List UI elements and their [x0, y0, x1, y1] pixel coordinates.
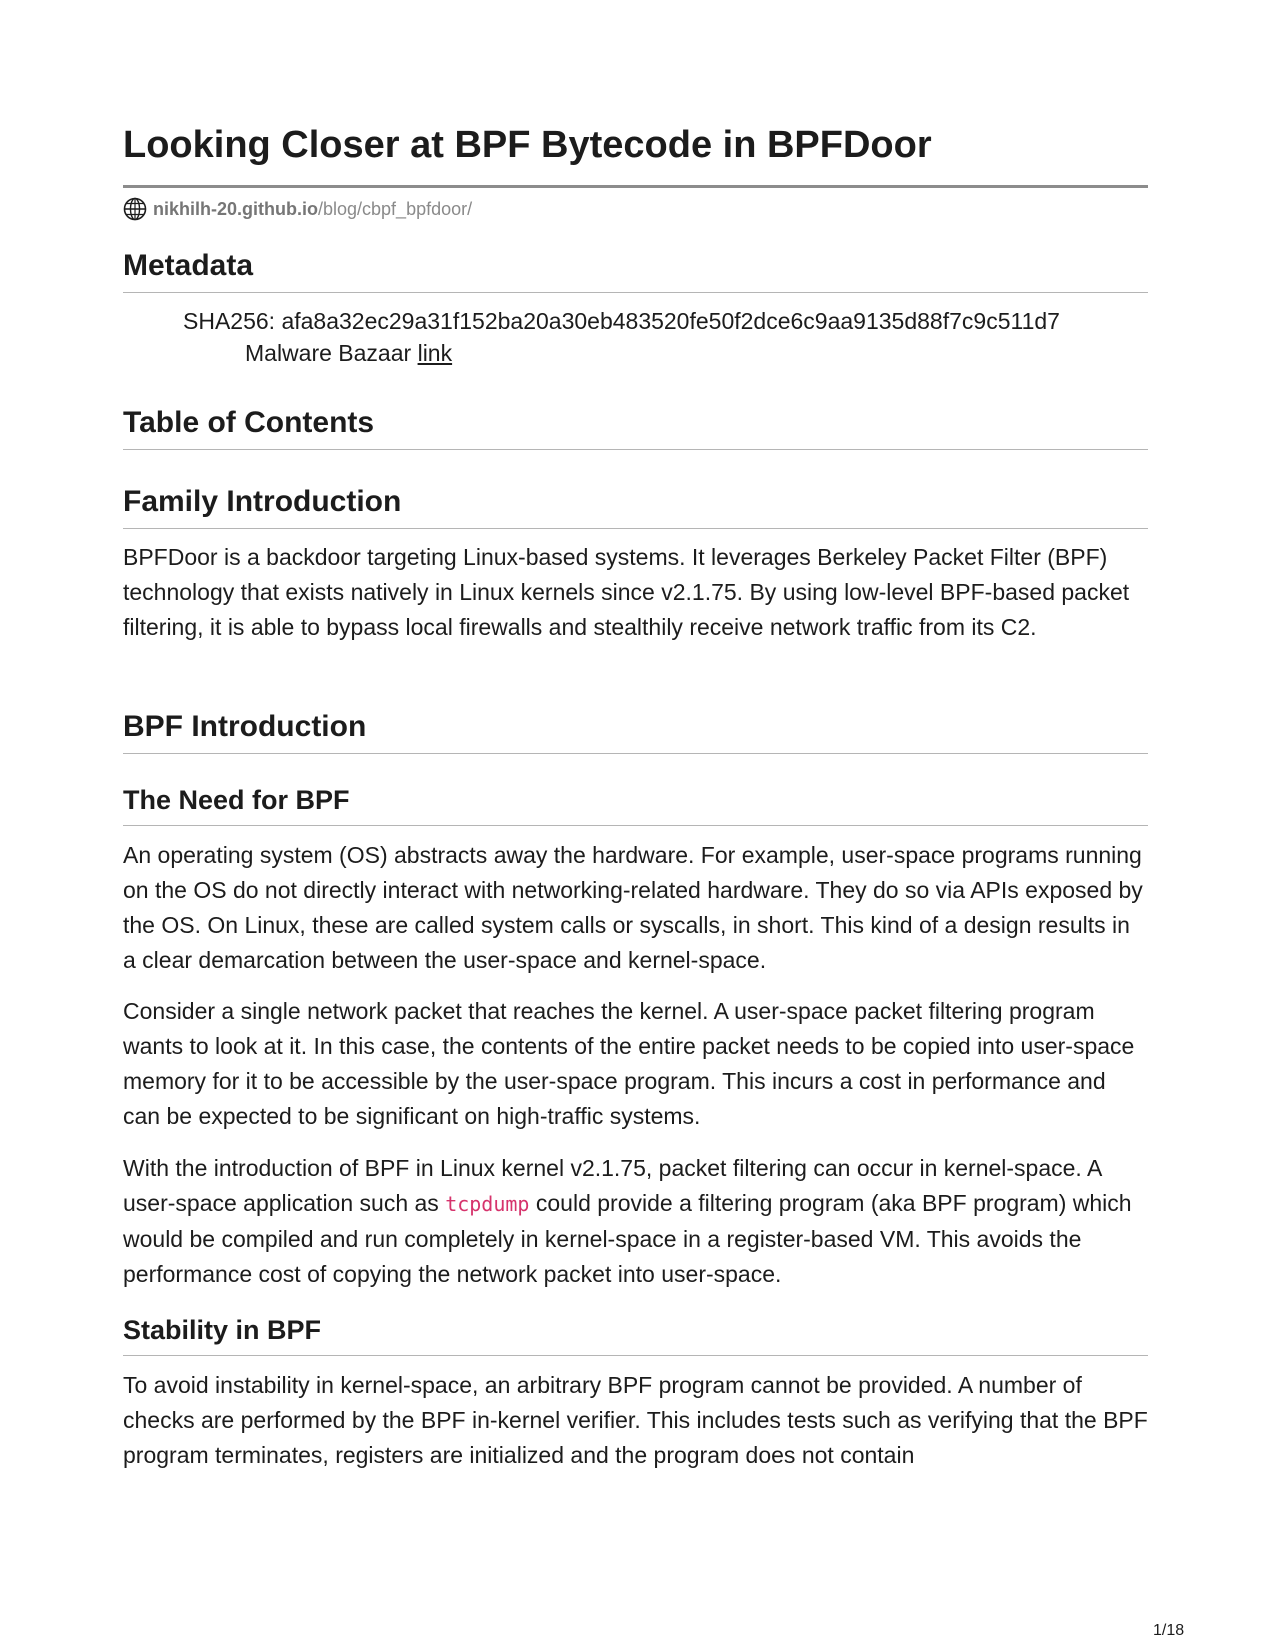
tcpdump-code: tcpdump: [445, 1192, 530, 1216]
family-intro-heading: Family Introduction: [123, 485, 402, 518]
family-intro-paragraph: BPFDoor is a backdoor targeting Linux-based systems. It leverages Berkeley Packet Filter (BPF) technology that exists natively in Linux kernels since v2.1.75. By using low-level BPF-based packet filtering, it is able to bypass local firewalls and stealthily receive network traffic from its C2.: [123, 544, 1130, 640]
need-for-bpf-heading: The Need for BPF: [123, 785, 350, 815]
sha256-label: SHA256:: [183, 308, 282, 334]
title-divider: [123, 185, 1148, 188]
metadata-heading: Metadata: [123, 249, 254, 282]
toc-heading: Table of Contents: [123, 406, 375, 439]
need-paragraph-3: [123, 1151, 1148, 1292]
sha256-line: [183, 305, 1060, 337]
source-path: /blog/cbpf_bpfdoor/: [318, 198, 473, 219]
source-host: nikhilh-20.github.io: [153, 198, 318, 219]
stability-divider: [123, 1355, 1148, 1356]
globe-icon: [123, 197, 147, 221]
need-for-bpf-divider: [123, 825, 1148, 826]
malware-bazaar-line: [245, 337, 452, 369]
malware-bazaar-label: Malware Bazaar: [245, 340, 418, 366]
need-paragraph-1: An operating system (OS) abstracts away the hardware. For example, user-space programs running on the OS do not directly interact with networking-related hardware. They do so via APIs exposed by the OS. On Linux, these are called system calls or syscalls, in short. This kind of a design results in a clear demarcation between the user-space and kernel-space.: [123, 842, 1143, 973]
need-paragraph-3-end: could provide a filtering program (aka BPF program) which would be compiled and run completely in kernel-space in a register-based VM. This avoids the performance cost of copying the network packet into user-space.: [123, 1190, 1132, 1287]
page-title: Looking Closer at BPF Bytecode in BPFDoor: [123, 124, 932, 166]
family-intro-divider: [123, 528, 1148, 529]
sha256-value: afa8a32ec29a31f152ba20a30eb483520fe50f2dce6c9aa9135d88f7c9c511d7: [281, 308, 1060, 334]
need-paragraph-2: Consider a single network packet that reaches the kernel. A user-space packet filtering program wants to look at it. In this case, the contents of the entire packet needs to be copied into user-space memory for it to be accessible by the user-space program. This incurs a cost in performance and can be expected to be significant on high-traffic systems.: [123, 998, 1135, 1129]
toc-divider: [123, 449, 1148, 450]
bpf-intro-divider: [123, 753, 1148, 754]
page-number: 1/18: [1153, 1622, 1185, 1639]
bpf-intro-heading: BPF Introduction: [123, 710, 367, 743]
need-paragraph-3-start: With the introduction of BPF in Linux kernel v2.1.75, packet filtering can occur in kernel-space. A user-space application such as: [123, 1155, 1102, 1216]
metadata-divider: [123, 292, 1148, 293]
stability-paragraph: To avoid instability in kernel-space, an arbitrary BPF program cannot be provided. A number of checks are performed by the BPF in-kernel verifier. This includes tests such as verifying that the BPF program terminates, registers are initialized and the program does not contain: [123, 1372, 1148, 1468]
source-url[interactable]: [123, 197, 472, 221]
stability-heading: Stability in BPF: [123, 1315, 322, 1345]
malware-bazaar-link[interactable]: link: [417, 340, 453, 366]
